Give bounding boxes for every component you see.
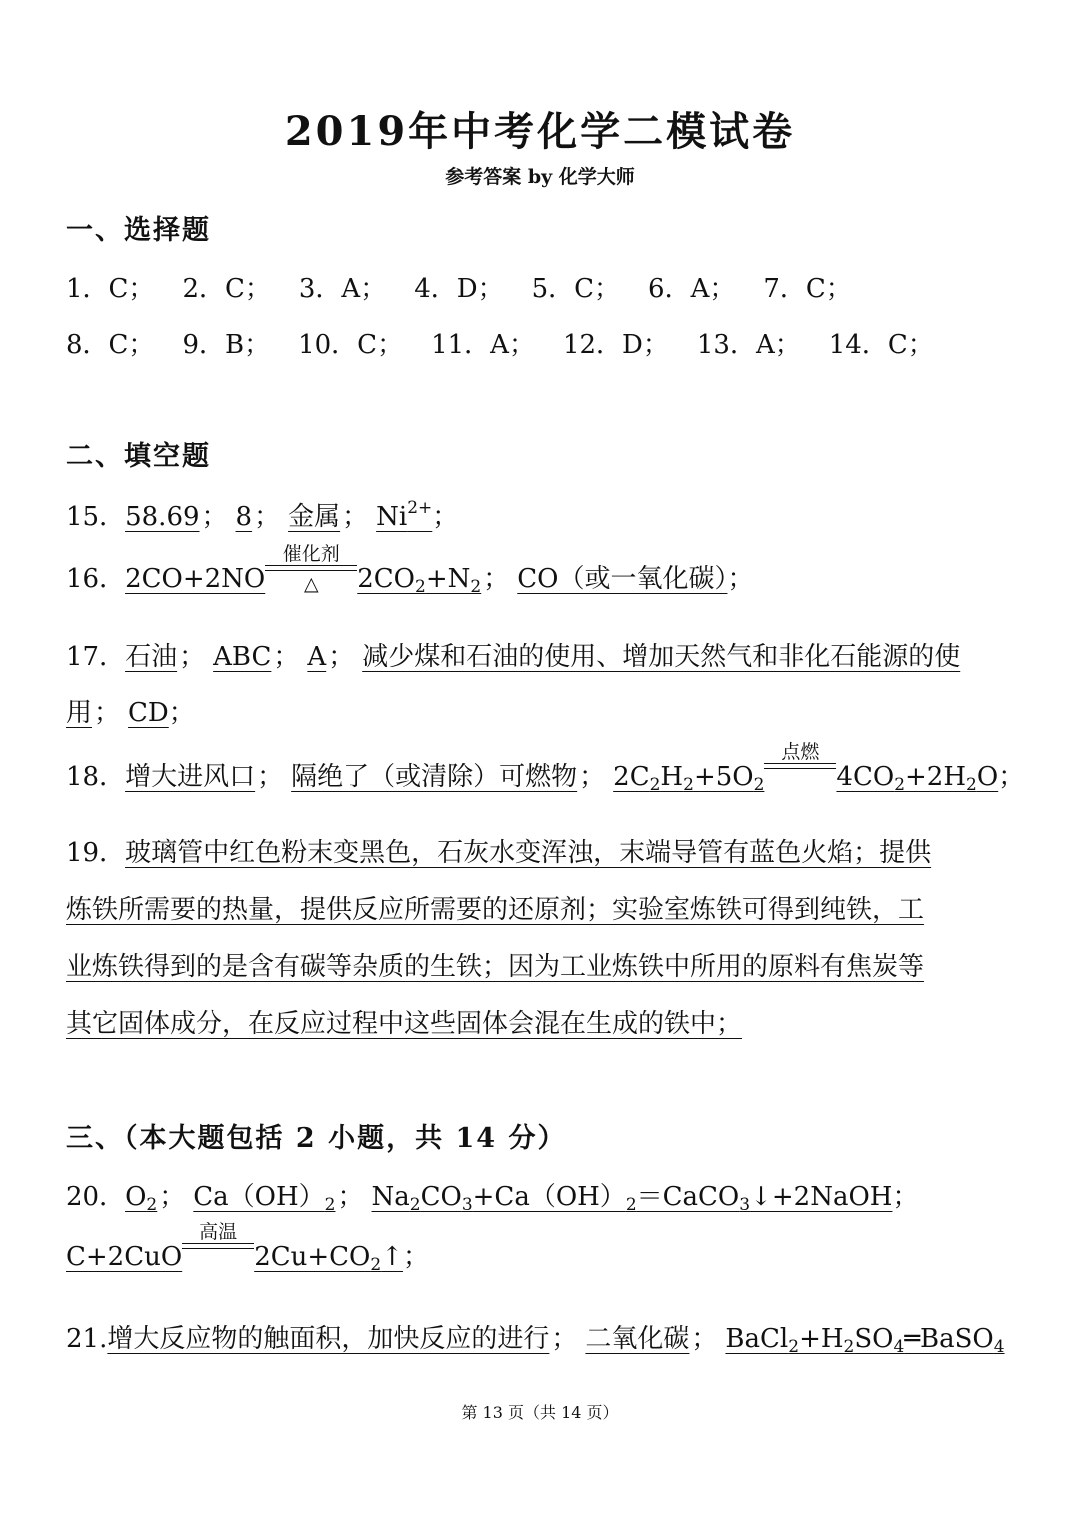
answer-19-line3: 业炼铁得到的是含有碳等杂质的生铁；因为工业炼铁中所用的原料有焦炭等	[66, 952, 925, 982]
answer-19-line2: 炼铁所需要的热量，提供反应所需要的还原剂；实验室炼铁可得到纯铁，工	[66, 895, 925, 925]
answer-blank: CO（或一氧化碳）	[517, 564, 728, 594]
answer-20-line1: 20．$O_2$； $Ca(OH)_2$； $Na_2CO_3+Ca(OH)_2=CaCO_3↓+2NaOH$；	[66, 1182, 919, 1215]
question-number: 19．	[66, 838, 126, 868]
choice-answer: 4．D；	[414, 274, 504, 304]
answer-18: 18．增大进风口； 隔绝了（或清除）可燃物； $2C_2H_2+5O_2$ 点燃 $4CO_2+2H_2O$；	[66, 741, 1025, 795]
choice-answer: 7．C；	[763, 274, 852, 304]
answer-blank: 8	[235, 502, 253, 532]
question-number: 16．	[66, 564, 126, 594]
answer-19-line4: 其它固体成分，在反应过程中这些固体会混在生成的铁中；	[66, 1009, 743, 1039]
page-title: 2019年中考化学二模试卷	[284, 108, 796, 155]
answer-15: 15．58.69； 8； 金属； $Ni^{2+}$；	[66, 498, 459, 532]
equation: $2C_2H_2+5O_2$ 点燃 $4CO_2+2H_2O$	[613, 741, 999, 795]
choice-row-1	[66, 268, 880, 305]
answer-17-line2: 用； CD；	[66, 698, 195, 728]
choice-answer: 8．C；	[66, 330, 155, 360]
reaction-condition: 催化剂 △	[265, 561, 357, 587]
equation: C+2CuO 高温 $2Cu+CO_2↑$	[66, 1221, 403, 1275]
equation: 2CO+2NO 催化剂 △ $2CO_2+N_2$	[125, 543, 482, 597]
page-subtitle: 参考答案 by 化学大师	[445, 166, 635, 188]
equation: $Na_2CO_3+Ca(OH)_2=CaCO_3↓+2NaOH$	[371, 1182, 893, 1215]
section-heading-fill: 二、填空题	[66, 441, 211, 472]
choice-answer: 12．D；	[562, 330, 669, 360]
answer-20-line2: C+2CuO 高温 $2Cu+CO_2↑$；	[66, 1221, 430, 1275]
choice-row-2	[66, 324, 962, 361]
answer-21: 21.增大反应物的触面积，加快反应的进行； 二氧化碳； $BaCl_2+H_2SO_4═BaSO_4$	[66, 1324, 1005, 1357]
choice-answer: 3．A；	[298, 274, 387, 304]
section-heading-choice: 一、选择题	[66, 215, 211, 246]
question-number: 21.	[66, 1324, 108, 1354]
question-number: 18．	[66, 762, 126, 792]
choice-answer: 11．A；	[431, 330, 535, 360]
answer-blank: 金属	[288, 502, 341, 532]
answer-17-line1: 17．石油； ABC； A； 减少煤和石油的使用、增加天然气和非化石能源的使	[66, 642, 961, 672]
section-heading-3: 三、（本大题包括 2 小题，共 14 分）	[66, 1123, 567, 1154]
answer-16: 16．2CO+2NO 催化剂 △ $2CO_2+N_2$； CO（或一氧化碳）；	[66, 543, 754, 597]
choice-answer: 13．A；	[696, 330, 801, 360]
question-number: 17．	[66, 642, 126, 672]
answer-blank: 58.69	[125, 502, 200, 532]
choice-answer: 9．B；	[182, 330, 271, 360]
ion-formula: $Ni^{2+}$	[376, 498, 433, 532]
choice-answer: 14．C；	[828, 330, 934, 360]
reaction-condition: 点燃	[764, 759, 836, 785]
question-number: 15．	[66, 502, 126, 532]
choice-answer: 1．C；	[66, 274, 155, 304]
choice-answer: 6．A；	[648, 274, 736, 304]
choice-answer: 10．C；	[298, 330, 404, 360]
reaction-condition: 高温	[182, 1239, 254, 1265]
question-number: 20．	[66, 1182, 126, 1212]
answer-19-line1: 19．玻璃管中红色粉末变黑色，石灰水变浑浊，末端导管有蓝色火焰；提供	[66, 838, 932, 868]
choice-answer: 2．C；	[182, 274, 271, 304]
page-number: 第 13 页（共 14 页）	[461, 1403, 619, 1422]
choice-answer: 5．C；	[531, 274, 621, 304]
equation: $BaCl_2+H_2SO_4═BaSO_4$	[725, 1324, 1005, 1357]
